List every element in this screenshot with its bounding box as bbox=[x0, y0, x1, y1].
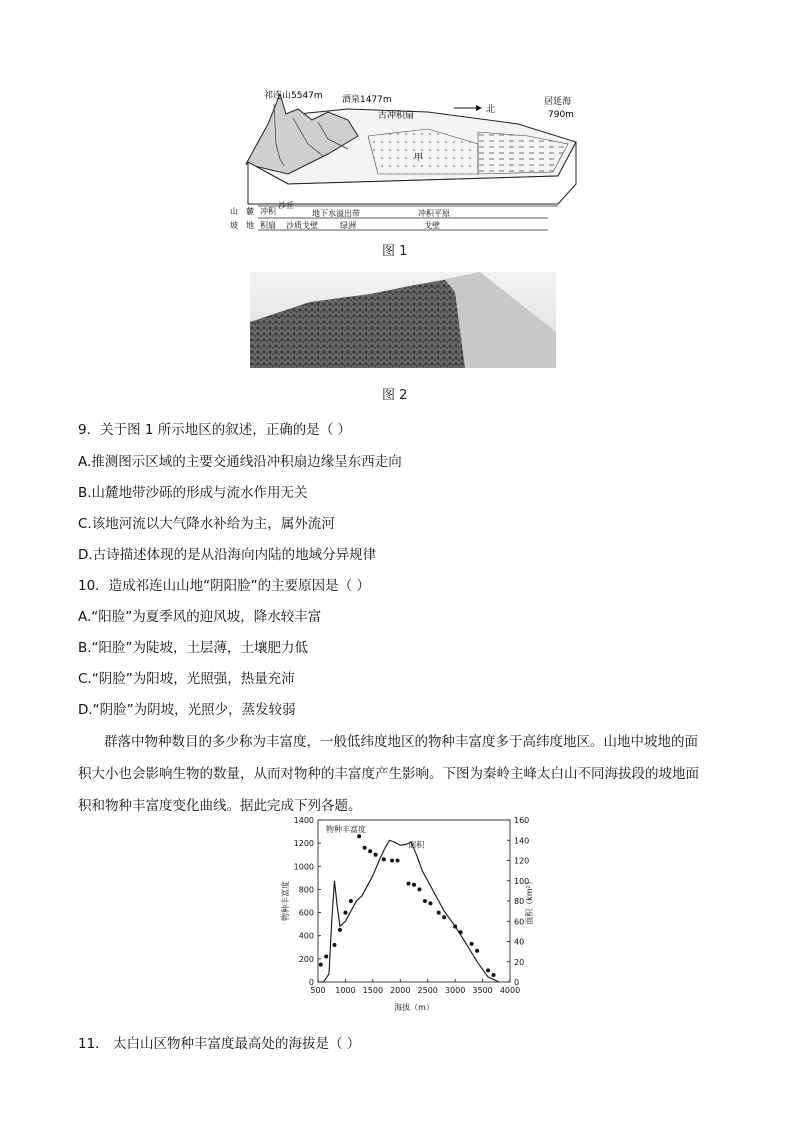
legend-r2-c6: 戈壁 bbox=[424, 221, 440, 230]
alluvial-fan-label: 古冲积扇 bbox=[378, 111, 415, 121]
y2-tick-label: 160 bbox=[514, 816, 530, 825]
richness-point bbox=[412, 883, 416, 887]
y2-axis-label: 面积（km²） bbox=[525, 877, 534, 925]
y2-tick-label: 140 bbox=[514, 836, 530, 846]
x-tick-label: 3500 bbox=[472, 986, 493, 995]
y-axis-label: 物种丰富度 bbox=[281, 881, 290, 921]
richness-point bbox=[437, 911, 441, 915]
richness-point bbox=[407, 882, 411, 886]
y2-tick-label: 40 bbox=[514, 937, 525, 947]
paragraph-line-1: 群落中物种数目的多少称为丰富度，一般低纬度地区的物种丰富度多于高纬度地区。山地中坡地的面 bbox=[104, 734, 698, 750]
x-tick-label: 4000 bbox=[499, 986, 521, 995]
elevation-richness-chart bbox=[280, 812, 534, 1022]
richness-point bbox=[324, 955, 328, 959]
richness-point bbox=[423, 899, 427, 903]
richness-point bbox=[470, 942, 474, 946]
richness-point bbox=[382, 857, 386, 861]
legend-r2-c1: 坡 bbox=[230, 221, 238, 230]
richness-point bbox=[417, 887, 421, 891]
y-tick-label: 1000 bbox=[293, 862, 314, 872]
x-axis-label: 海拔（m） bbox=[394, 1003, 434, 1012]
y2-tick-label: 100 bbox=[514, 876, 530, 886]
question-9-stem: 9．关于图 1 所示地区的叙述，正确的是（ ） bbox=[78, 422, 352, 438]
qilian-label: 祁连山5547m bbox=[264, 91, 323, 101]
richness-point bbox=[396, 859, 400, 863]
legend-r1-c4: 沙丘 bbox=[278, 201, 294, 210]
x-tick-label: 500 bbox=[310, 986, 326, 995]
y-tick-label: 1400 bbox=[293, 816, 314, 825]
question-10-option-c[interactable]: C.“阴脸”为阳坡，光照强，热量充沛 bbox=[78, 671, 295, 687]
area-series-label: 面积 bbox=[408, 840, 425, 850]
juyan-elevation: 790m bbox=[548, 110, 574, 120]
question-10-option-b[interactable]: B.“阳脸”为陡坡，土层薄，土壤肥力低 bbox=[78, 640, 309, 656]
legend-r1-c2: 麓 bbox=[246, 207, 254, 216]
figure-1-caption: 图 1 bbox=[382, 244, 408, 259]
legend-r1-c6: 冲积平原 bbox=[418, 209, 450, 218]
y-tick-label: 600 bbox=[298, 908, 314, 918]
richness-point bbox=[368, 849, 372, 853]
question-9-option-b[interactable]: B.山麓地带沙砾的形成与流水作用无关 bbox=[78, 485, 308, 501]
richness-point bbox=[357, 834, 361, 838]
question-10-option-a[interactable]: A.“阳脸”为夏季风的迎风坡，降水较丰富 bbox=[78, 609, 322, 625]
legend-r2-c3: 积扇 bbox=[260, 221, 276, 230]
x-tick-label: 1000 bbox=[335, 986, 356, 995]
y2-tick-label: 80 bbox=[514, 897, 525, 906]
x-tick-label: 2500 bbox=[417, 986, 438, 995]
paragraph-line-2: 积大小也会影响生物的数量，从而对物种的丰富度产生影响。下图为秦岭主峰太白山不同海拔段的坡地面 bbox=[78, 766, 699, 782]
richness-point bbox=[332, 943, 336, 947]
legend-r1-c5: 地下水溢出带 bbox=[312, 209, 360, 218]
richness-point bbox=[492, 973, 496, 977]
question-10-option-d[interactable]: D.“阴脸”为阴坡，光照少，蒸发较弱 bbox=[78, 702, 296, 718]
richness-point bbox=[343, 911, 347, 915]
figure-1-block-diagram bbox=[228, 84, 584, 236]
question-9-option-d[interactable]: D.古诗描述体现的是从沿海向内陆的地域分异规律 bbox=[78, 547, 377, 563]
y-tick-label: 1200 bbox=[293, 839, 314, 849]
juyan-label: 居延海 bbox=[544, 97, 572, 107]
y2-tick-label: 120 bbox=[514, 856, 530, 866]
legend-r2-c4: 沙质戈壁 bbox=[286, 221, 318, 230]
richness-series-label: 物种丰富度 bbox=[326, 825, 366, 834]
legend-r2-c2: 地 bbox=[246, 221, 254, 230]
figure-2-mountain-photo bbox=[250, 272, 556, 368]
richness-point bbox=[475, 949, 479, 953]
jiuquan-label: 酒泉1477m bbox=[342, 95, 392, 105]
question-11-stem: 11． 太白山区物种丰富度最高处的海拔是（ ） bbox=[78, 1036, 361, 1052]
question-10-stem: 10．造成祁连山山地“阴阳脸”的主要原因是（ ） bbox=[78, 578, 370, 594]
richness-point bbox=[338, 928, 342, 932]
legend-r2-c5: 绿洲 bbox=[340, 221, 356, 230]
legend-r1-c1: 山 bbox=[230, 207, 238, 216]
legend-r1-c3: 冲积 bbox=[260, 207, 276, 216]
figure-2-caption: 图 2 bbox=[382, 388, 408, 403]
y-tick-label: 0 bbox=[308, 978, 314, 987]
x-tick-label: 1500 bbox=[362, 986, 384, 995]
richness-point bbox=[363, 846, 367, 850]
question-9-option-a[interactable]: A.推测图示区域的主要交通线沿冲积扇边缘呈东西走向 bbox=[78, 454, 402, 470]
paragraph-line-3: 积和物种丰富度变化曲线。据此完成下列各题。 bbox=[78, 798, 362, 814]
y2-tick-label: 60 bbox=[514, 917, 525, 927]
x-tick-label: 3000 bbox=[444, 986, 466, 995]
y2-tick-label: 0 bbox=[514, 978, 520, 987]
richness-point bbox=[374, 853, 378, 857]
jia-label: 甲 bbox=[414, 153, 424, 163]
y-tick-label: 200 bbox=[298, 954, 314, 964]
y-tick-label: 400 bbox=[298, 931, 314, 941]
richness-point bbox=[349, 899, 353, 903]
x-tick-label: 2000 bbox=[390, 986, 411, 995]
y2-tick-label: 20 bbox=[514, 957, 525, 967]
richness-point bbox=[428, 901, 432, 905]
richness-point bbox=[319, 963, 323, 967]
richness-point bbox=[486, 968, 490, 972]
question-9-option-c[interactable]: C.该地河流以大气降水补给为主，属外流河 bbox=[78, 516, 335, 532]
y-tick-label: 800 bbox=[298, 885, 314, 895]
north-label: 北 bbox=[486, 105, 496, 115]
richness-point bbox=[442, 915, 446, 919]
richness-point bbox=[390, 859, 394, 863]
